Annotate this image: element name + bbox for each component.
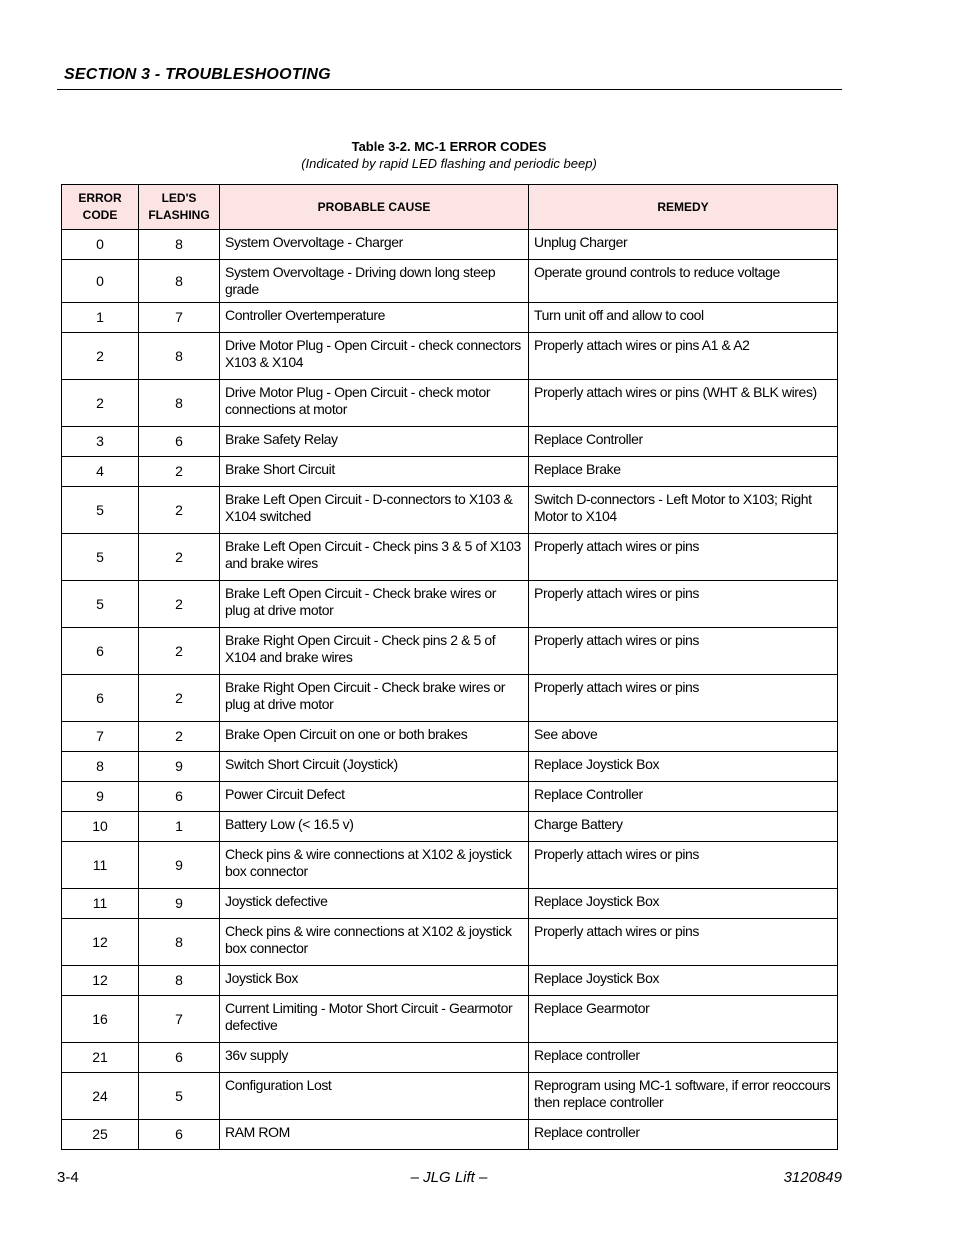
leds-flashing-cell: 2 — [139, 487, 220, 534]
remedy-cell: Replace controller — [529, 1120, 838, 1150]
table-row — [62, 380, 838, 427]
table-row — [62, 812, 838, 842]
leds-flashing-cell: 8 — [139, 230, 220, 260]
leds-flashing-cell: 5 — [139, 1073, 220, 1120]
probable-cause-cell: Brake Left Open Circuit - Check brake wires or plug at drive motor — [220, 581, 529, 628]
table-row — [62, 333, 838, 380]
leds-flashing-cell: 1 — [139, 812, 220, 842]
error-code-cell: 7 — [62, 722, 139, 752]
remedy-cell: Properly attach wires or pins — [529, 534, 838, 581]
error-code-cell: 2 — [62, 380, 139, 427]
remedy-cell: Properly attach wires or pins — [529, 842, 838, 889]
leds-flashing-cell: 7 — [139, 996, 220, 1043]
error-code-cell: 9 — [62, 782, 139, 812]
table-subtitle: (Indicated by rapid LED flashing and periodic beep) — [301, 156, 597, 171]
remedy-cell: Charge Battery — [529, 812, 838, 842]
footer-publisher: – JLG Lift – — [410, 1169, 488, 1186]
leds-flashing-cell: 2 — [139, 581, 220, 628]
table-row — [62, 752, 838, 782]
leds-flashing-cell: 6 — [139, 782, 220, 812]
remedy-cell: Properly attach wires or pins (WHT & BLK wires) — [529, 380, 838, 427]
leds-flashing-cell: 6 — [139, 1043, 220, 1073]
error-code-cell: 0 — [62, 230, 139, 260]
remedy-cell: Replace Joystick Box — [529, 966, 838, 996]
table-row — [62, 303, 838, 333]
error-code-cell: 5 — [62, 534, 139, 581]
probable-cause-cell: Brake Left Open Circuit - D-connectors to X103 & X104 switched — [220, 487, 529, 534]
table-row — [62, 996, 838, 1043]
leds-flashing-cell: 2 — [139, 675, 220, 722]
error-code-cell: 11 — [62, 889, 139, 919]
error-code-cell: 3 — [62, 427, 139, 457]
leds-flashing-cell: 8 — [139, 260, 220, 303]
probable-cause-cell: System Overvoltage - Driving down long steep grade — [220, 260, 529, 303]
error-code-cell: 12 — [62, 919, 139, 966]
probable-cause-cell: Drive Motor Plug - Open Circuit - check motor connections at motor — [220, 380, 529, 427]
leds-flashing-cell: 6 — [139, 1120, 220, 1150]
leds-flashing-cell: 8 — [139, 966, 220, 996]
leds-flashing-cell: 9 — [139, 842, 220, 889]
table-row — [62, 581, 838, 628]
header-remedy: REMEDY — [529, 185, 838, 230]
error-code-cell: 6 — [62, 675, 139, 722]
table-row — [62, 782, 838, 812]
header-leds-flashing: LED'S FLASHING — [139, 185, 220, 230]
section-header: SECTION 3 - TROUBLESHOOTING — [64, 66, 331, 83]
error-code-cell: 6 — [62, 628, 139, 675]
probable-cause-cell: Brake Right Open Circuit - Check pins 2 & 5 of X104 and brake wires — [220, 628, 529, 675]
leds-flashing-cell: 2 — [139, 722, 220, 752]
leds-flashing-cell: 6 — [139, 427, 220, 457]
table-row — [62, 628, 838, 675]
table-title: Table 3-2. MC-1 ERROR CODES — [351, 139, 547, 154]
error-code-cell: 16 — [62, 996, 139, 1043]
error-code-cell: 10 — [62, 812, 139, 842]
leds-flashing-cell: 2 — [139, 457, 220, 487]
table-row — [62, 966, 838, 996]
remedy-cell: Properly attach wires or pins — [529, 628, 838, 675]
remedy-cell: Operate ground controls to reduce voltage — [529, 260, 838, 303]
table-row — [62, 722, 838, 752]
header-error-code: ERROR CODE — [62, 185, 139, 230]
error-code-cell: 0 — [62, 260, 139, 303]
probable-cause-cell: 36v supply — [220, 1043, 529, 1073]
leds-flashing-cell: 8 — [139, 919, 220, 966]
leds-flashing-cell: 2 — [139, 628, 220, 675]
leds-flashing-cell: 9 — [139, 889, 220, 919]
table-row — [62, 260, 838, 303]
header-probable-cause: PROBABLE CAUSE — [220, 185, 529, 230]
table-row — [62, 1073, 838, 1120]
error-code-cell: 12 — [62, 966, 139, 996]
error-code-cell: 5 — [62, 487, 139, 534]
remedy-cell: Unplug Charger — [529, 230, 838, 260]
probable-cause-cell: Brake Short Circuit — [220, 457, 529, 487]
error-code-cell: 4 — [62, 457, 139, 487]
table-row — [62, 919, 838, 966]
probable-cause-cell: Joystick defective — [220, 889, 529, 919]
error-code-cell: 5 — [62, 581, 139, 628]
probable-cause-cell: Switch Short Circuit (Joystick) — [220, 752, 529, 782]
remedy-cell: Replace Joystick Box — [529, 752, 838, 782]
table-row — [62, 230, 838, 260]
probable-cause-cell: Brake Open Circuit on one or both brakes — [220, 722, 529, 752]
header-rule — [57, 89, 842, 90]
probable-cause-cell: Check pins & wire connections at X102 & joystick box connector — [220, 842, 529, 889]
table-row — [62, 534, 838, 581]
probable-cause-cell: Brake Left Open Circuit - Check pins 3 & 5 of X103 and brake wires — [220, 534, 529, 581]
probable-cause-cell: Battery Low (< 16.5 v) — [220, 812, 529, 842]
table-body — [62, 230, 838, 1150]
remedy-cell: Properly attach wires or pins — [529, 581, 838, 628]
probable-cause-cell: Configuration Lost — [220, 1073, 529, 1120]
probable-cause-cell: Brake Right Open Circuit - Check brake wires or plug at drive motor — [220, 675, 529, 722]
table-row — [62, 457, 838, 487]
remedy-cell: Switch D-connectors - Left Motor to X103; Right Motor to X104 — [529, 487, 838, 534]
error-code-cell: 2 — [62, 333, 139, 380]
table-row — [62, 1043, 838, 1073]
probable-cause-cell: Check pins & wire connections at X102 & joystick box connector — [220, 919, 529, 966]
remedy-cell: Replace Gearmotor — [529, 996, 838, 1043]
leds-flashing-cell: 8 — [139, 333, 220, 380]
table-row — [62, 842, 838, 889]
probable-cause-cell: Drive Motor Plug - Open Circuit - check connectors X103 & X104 — [220, 333, 529, 380]
remedy-cell: Replace Controller — [529, 782, 838, 812]
error-code-cell: 1 — [62, 303, 139, 333]
remedy-cell: Properly attach wires or pins A1 & A2 — [529, 333, 838, 380]
table-row — [62, 487, 838, 534]
remedy-cell: Properly attach wires or pins — [529, 675, 838, 722]
table-row — [62, 675, 838, 722]
remedy-cell: Replace Controller — [529, 427, 838, 457]
error-codes-table — [61, 184, 838, 1150]
error-code-cell: 25 — [62, 1120, 139, 1150]
error-code-cell: 24 — [62, 1073, 139, 1120]
probable-cause-cell: RAM ROM — [220, 1120, 529, 1150]
probable-cause-cell: Controller Overtemperature — [220, 303, 529, 333]
probable-cause-cell: Joystick Box — [220, 966, 529, 996]
remedy-cell: Turn unit off and allow to cool — [529, 303, 838, 333]
leds-flashing-cell: 2 — [139, 534, 220, 581]
remedy-cell: Replace controller — [529, 1043, 838, 1073]
error-code-cell: 8 — [62, 752, 139, 782]
page-number: 3-4 — [57, 1169, 79, 1186]
error-code-cell: 11 — [62, 842, 139, 889]
remedy-cell: See above — [529, 722, 838, 752]
leds-flashing-cell: 8 — [139, 380, 220, 427]
document-number: 3120849 — [783, 1169, 842, 1186]
table-row — [62, 889, 838, 919]
leds-flashing-cell: 9 — [139, 752, 220, 782]
probable-cause-cell: Power Circuit Defect — [220, 782, 529, 812]
leds-flashing-cell: 7 — [139, 303, 220, 333]
remedy-cell: Reprogram using MC-1 software, if error reoccours then replace controller — [529, 1073, 838, 1120]
table-row — [62, 1120, 838, 1150]
probable-cause-cell: Brake Safety Relay — [220, 427, 529, 457]
error-code-cell: 21 — [62, 1043, 139, 1073]
probable-cause-cell: System Overvoltage - Charger — [220, 230, 529, 260]
table-header-row — [62, 185, 838, 230]
remedy-cell: Properly attach wires or pins — [529, 919, 838, 966]
table-row — [62, 427, 838, 457]
probable-cause-cell: Current Limiting - Motor Short Circuit - Gearmotor defective — [220, 996, 529, 1043]
remedy-cell: Replace Brake — [529, 457, 838, 487]
remedy-cell: Replace Joystick Box — [529, 889, 838, 919]
